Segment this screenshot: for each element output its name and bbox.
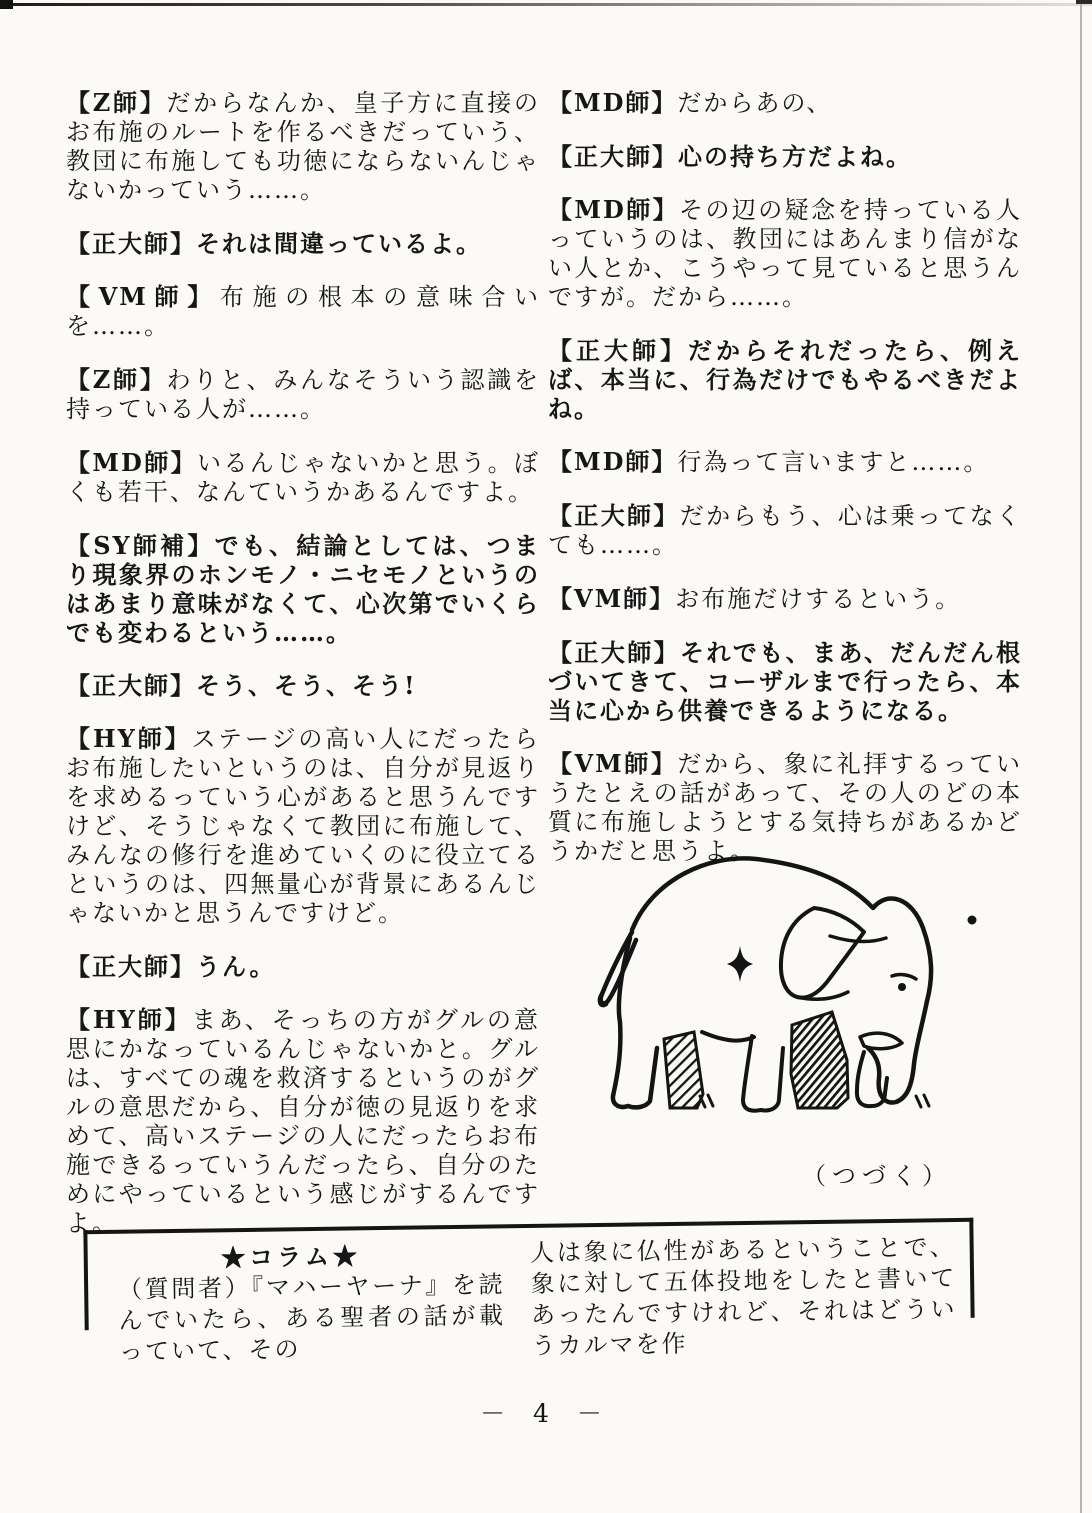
dialogue-paragraph	[66, 365, 540, 424]
page-number: － 4 －	[480, 1399, 612, 1428]
speaker-label: 【正大師】	[548, 501, 680, 530]
speaker-label: 【Z師】	[66, 365, 167, 394]
dialogue-text: だから、象に礼拝するっていうたとえの話があって、その人のどの本質に布施しようとする気持ちがあるかどうかだと思うよ。	[548, 750, 1022, 865]
speaker-label: 【VM師】	[548, 749, 678, 778]
speaker-label: 【HY師】	[66, 1005, 192, 1034]
dialogue-text: だからもう、心は乗ってなくても……。	[548, 502, 1022, 559]
dialogue-text: それでも、まあ、だんだん根づいてきて、コーザルまで行ったら、本当に心から供養できるようになる。	[548, 638, 1022, 725]
speaker-label: 【正大師】	[66, 229, 196, 258]
dialogue-text: まあ、そっちの方がグルの意思にかなっているんじゃないかと。グルは、すべての魂を救済するというのがグルの意思だから、自分が徳の見返りを求めて、高いステージの人にだったらお布施できるっていうんだったら、自分のためにやっているという感じがするんですよ。	[66, 1006, 540, 1237]
dialogue-paragraph	[548, 195, 1022, 312]
dialogue-paragraph	[548, 584, 1022, 614]
dialogue-paragraph	[66, 1005, 540, 1238]
scan-corner-blot	[0, 0, 13, 9]
dialogue-text: いるんじゃないかと思う。ぼくも若干、なんていうかあるんですよ。	[66, 449, 540, 506]
column-box-left	[117, 1238, 506, 1366]
dialogue-paragraph	[66, 88, 540, 205]
dialogue-paragraph	[66, 282, 540, 341]
dialogue-text: 心の持ち方だよね。	[678, 142, 912, 171]
column-box-title: ★コラム★	[220, 1241, 362, 1273]
dialogue-paragraph	[548, 501, 1022, 560]
speaker-label: 【正大師】	[66, 952, 196, 981]
speaker-label: 【Z師】	[66, 88, 167, 117]
elephant-line-drawing	[580, 846, 1040, 1148]
left-text-column	[66, 88, 540, 1262]
dialogue-text: その辺の疑念を持っている人っていうのは、教団にはあんまり信がない人とか、こうやって見ていると思うんですが。だから……。	[548, 196, 1022, 311]
elephant-eye	[898, 983, 906, 991]
column-box	[83, 1218, 974, 1366]
scan-corner-artifact-right	[1076, 0, 1092, 4]
continued-label: （つづく）	[802, 1162, 952, 1190]
speaker-label: 【SY師補】	[66, 531, 215, 560]
dialogue-text: だからそれだったら、例えば、本当に、行為だけでもやるべきだよね。	[548, 336, 1022, 423]
dialogue-paragraph	[66, 952, 540, 981]
ink-speck	[968, 916, 977, 925]
dialogue-text: わりと、みんなそういう認識を持っている人が……。	[66, 366, 540, 423]
dialogue-paragraph	[66, 229, 540, 258]
speaker-label: 【MD師】	[548, 195, 680, 224]
dialogue-text: 行為って言いますと……。	[677, 448, 990, 476]
scan-edge-artifact-top	[0, 3, 1092, 6]
speaker-label: 【VM師】	[66, 282, 220, 311]
elephant-illustration	[580, 846, 1040, 1191]
dialogue-paragraph	[66, 671, 540, 700]
dialogue-text: だからなんか、皇子方に直接のお布施のルートを作るべきだっていう、教団に布施しても功徳にならないんじゃないかっていう……。	[66, 89, 540, 204]
dialogue-text: うん。	[196, 952, 276, 981]
dialogue-paragraph	[548, 447, 1022, 477]
dialogue-text: だからあの、	[677, 89, 833, 117]
dialogue-paragraph	[66, 448, 540, 507]
scan-line-artifact-right	[1080, 0, 1082, 1513]
speaker-label: 【MD師】	[66, 448, 198, 477]
dialogue-text: 布施の根本の意味合いを……。	[66, 283, 541, 340]
speaker-label: 【正大師】	[66, 671, 196, 700]
dialogue-paragraph	[548, 88, 1022, 118]
dialogue-text: ステージの高い人にだったらお布施したいというのは、自分が見返りを求めるっていう心があると思うんですけど、そうじゃなくて教団に布施して、みんなの修行を進めていくのに役立てるというのは、四無量心が背景にあるんじゃないかと思うんですけど。	[66, 725, 540, 927]
dialogue-paragraph	[548, 336, 1022, 423]
right-text-column	[548, 88, 1022, 890]
dialogue-text: でも、結論としては、つまり現象界のホンモノ・ニセモノというのはあまり意味がなくて、心次第でいくらでも変わるという……。	[66, 531, 541, 647]
speaker-label: 【MD師】	[548, 447, 678, 476]
column-box-left-text: （質問者）『マハーヤーナ』を読んでいたら、ある聖者の話が載っていて、その	[117, 1270, 506, 1366]
dialogue-paragraph	[548, 142, 1022, 171]
column-box-right	[529, 1232, 957, 1360]
speaker-label: 【HY師】	[66, 724, 192, 753]
dialogue-paragraph	[66, 724, 540, 928]
sparkle-mark	[727, 946, 753, 982]
speaker-label: 【正大師】	[548, 336, 688, 365]
speaker-label: 【正大師】	[548, 638, 681, 667]
speaker-label: 【正大師】	[548, 142, 678, 171]
column-box-right-text: 人は象に仏性があるということで、象に対して五体投地をしたと書いてあったんですけれど、それはどういうカルマを作	[529, 1233, 957, 1360]
dialogue-text: そう、そう、そう!	[196, 671, 417, 700]
speaker-label: 【VM師】	[548, 584, 676, 613]
speaker-label: 【MD師】	[548, 88, 678, 117]
dialogue-paragraph	[548, 638, 1022, 725]
dialogue-text: それは間違っているよ。	[196, 229, 482, 258]
dialogue-text: お布施だけするという。	[675, 585, 962, 613]
dialogue-paragraph	[66, 531, 540, 647]
